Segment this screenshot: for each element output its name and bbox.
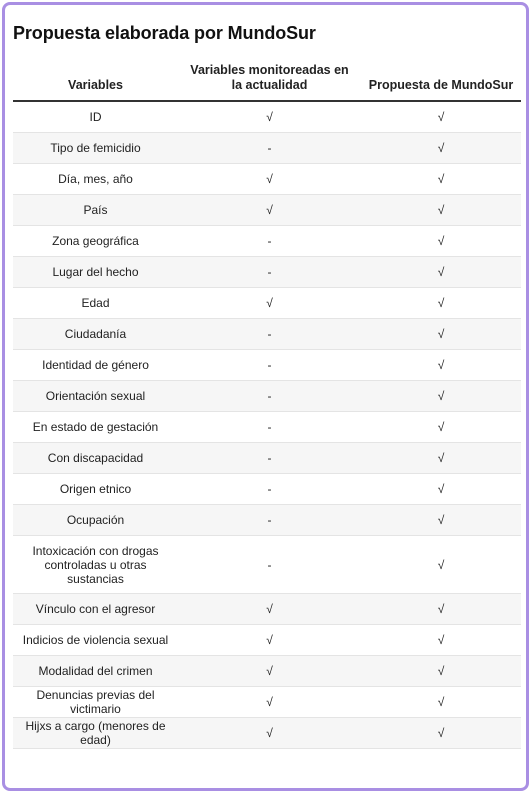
table-header (13, 59, 521, 101)
actual-cell: - (178, 505, 361, 536)
table-row (13, 350, 521, 381)
variable-cell: Intoxicación con drogas controladas u otras sustancias (13, 536, 178, 594)
actual-cell: - (178, 319, 361, 350)
propuesta-cell: √ (361, 288, 521, 319)
table-row (13, 718, 521, 749)
variable-cell: Tipo de femicidio (13, 133, 178, 164)
table-row (13, 319, 521, 350)
actual-cell: - (178, 536, 361, 594)
propuesta-cell: √ (361, 443, 521, 474)
table-row (13, 687, 521, 718)
actual-cell: - (178, 412, 361, 443)
propuesta-cell: √ (361, 195, 521, 226)
actual-cell: - (178, 350, 361, 381)
table-row (13, 474, 521, 505)
propuesta-cell: √ (361, 474, 521, 505)
propuesta-cell: √ (361, 656, 521, 687)
variables-table (13, 59, 521, 749)
table-row (13, 101, 521, 133)
variable-cell: Con discapacidad (13, 443, 178, 474)
variable-cell: Ciudadanía (13, 319, 178, 350)
variable-cell: Modalidad del crimen (13, 656, 178, 687)
table-row (13, 288, 521, 319)
actual-cell: - (178, 381, 361, 412)
variable-cell: Orientación sexual (13, 381, 178, 412)
propuesta-cell: √ (361, 412, 521, 443)
table-row (13, 443, 521, 474)
header-row (13, 59, 521, 101)
column-header-variables: Variables (13, 59, 178, 101)
variable-cell: Denuncias previas del victimario (13, 687, 178, 718)
table-row (13, 133, 521, 164)
propuesta-cell: √ (361, 226, 521, 257)
table-row (13, 381, 521, 412)
variable-cell: Zona geográfica (13, 226, 178, 257)
propuesta-cell: √ (361, 381, 521, 412)
column-header-actual: Variables monitoreadas en la actualidad (178, 59, 361, 101)
actual-cell: √ (178, 164, 361, 195)
actual-cell: √ (178, 288, 361, 319)
actual-cell: √ (178, 718, 361, 749)
column-header-propuesta: Propuesta de MundoSur (361, 59, 521, 101)
propuesta-cell: √ (361, 350, 521, 381)
variable-cell: Indicios de violencia sexual (13, 625, 178, 656)
actual-cell: - (178, 226, 361, 257)
propuesta-cell: √ (361, 687, 521, 718)
variable-cell: En estado de gestación (13, 412, 178, 443)
propuesta-cell: √ (361, 257, 521, 288)
table-row (13, 505, 521, 536)
actual-cell: √ (178, 687, 361, 718)
table-row (13, 625, 521, 656)
actual-cell: - (178, 443, 361, 474)
table-row (13, 195, 521, 226)
variable-cell: Lugar del hecho (13, 257, 178, 288)
propuesta-cell: √ (361, 319, 521, 350)
table-row (13, 257, 521, 288)
variable-cell: Hijxs a cargo (menores de edad) (13, 718, 178, 749)
propuesta-cell: √ (361, 133, 521, 164)
card-frame (2, 2, 529, 791)
propuesta-cell: √ (361, 164, 521, 195)
variable-cell: Vínculo con el agresor (13, 594, 178, 625)
variable-cell: Origen etnico (13, 474, 178, 505)
actual-cell: - (178, 474, 361, 505)
table-row (13, 226, 521, 257)
table-row (13, 412, 521, 443)
variable-cell: ID (13, 101, 178, 133)
actual-cell: √ (178, 656, 361, 687)
propuesta-cell: √ (361, 625, 521, 656)
table-row (13, 656, 521, 687)
variable-cell: Ocupación (13, 505, 178, 536)
propuesta-cell: √ (361, 594, 521, 625)
actual-cell: √ (178, 101, 361, 133)
table-row (13, 536, 521, 594)
propuesta-cell: √ (361, 718, 521, 749)
propuesta-cell: √ (361, 536, 521, 594)
variable-cell: País (13, 195, 178, 226)
variable-cell: Identidad de género (13, 350, 178, 381)
actual-cell: - (178, 257, 361, 288)
table-body (13, 101, 521, 749)
page-title: Propuesta elaborada por MundoSur (13, 23, 316, 43)
actual-cell: √ (178, 195, 361, 226)
actual-cell: √ (178, 594, 361, 625)
variable-cell: Día, mes, año (13, 164, 178, 195)
actual-cell: - (178, 133, 361, 164)
table-row (13, 594, 521, 625)
propuesta-cell: √ (361, 505, 521, 536)
variable-cell: Edad (13, 288, 178, 319)
propuesta-cell: √ (361, 101, 521, 133)
table-row (13, 164, 521, 195)
actual-cell: √ (178, 625, 361, 656)
